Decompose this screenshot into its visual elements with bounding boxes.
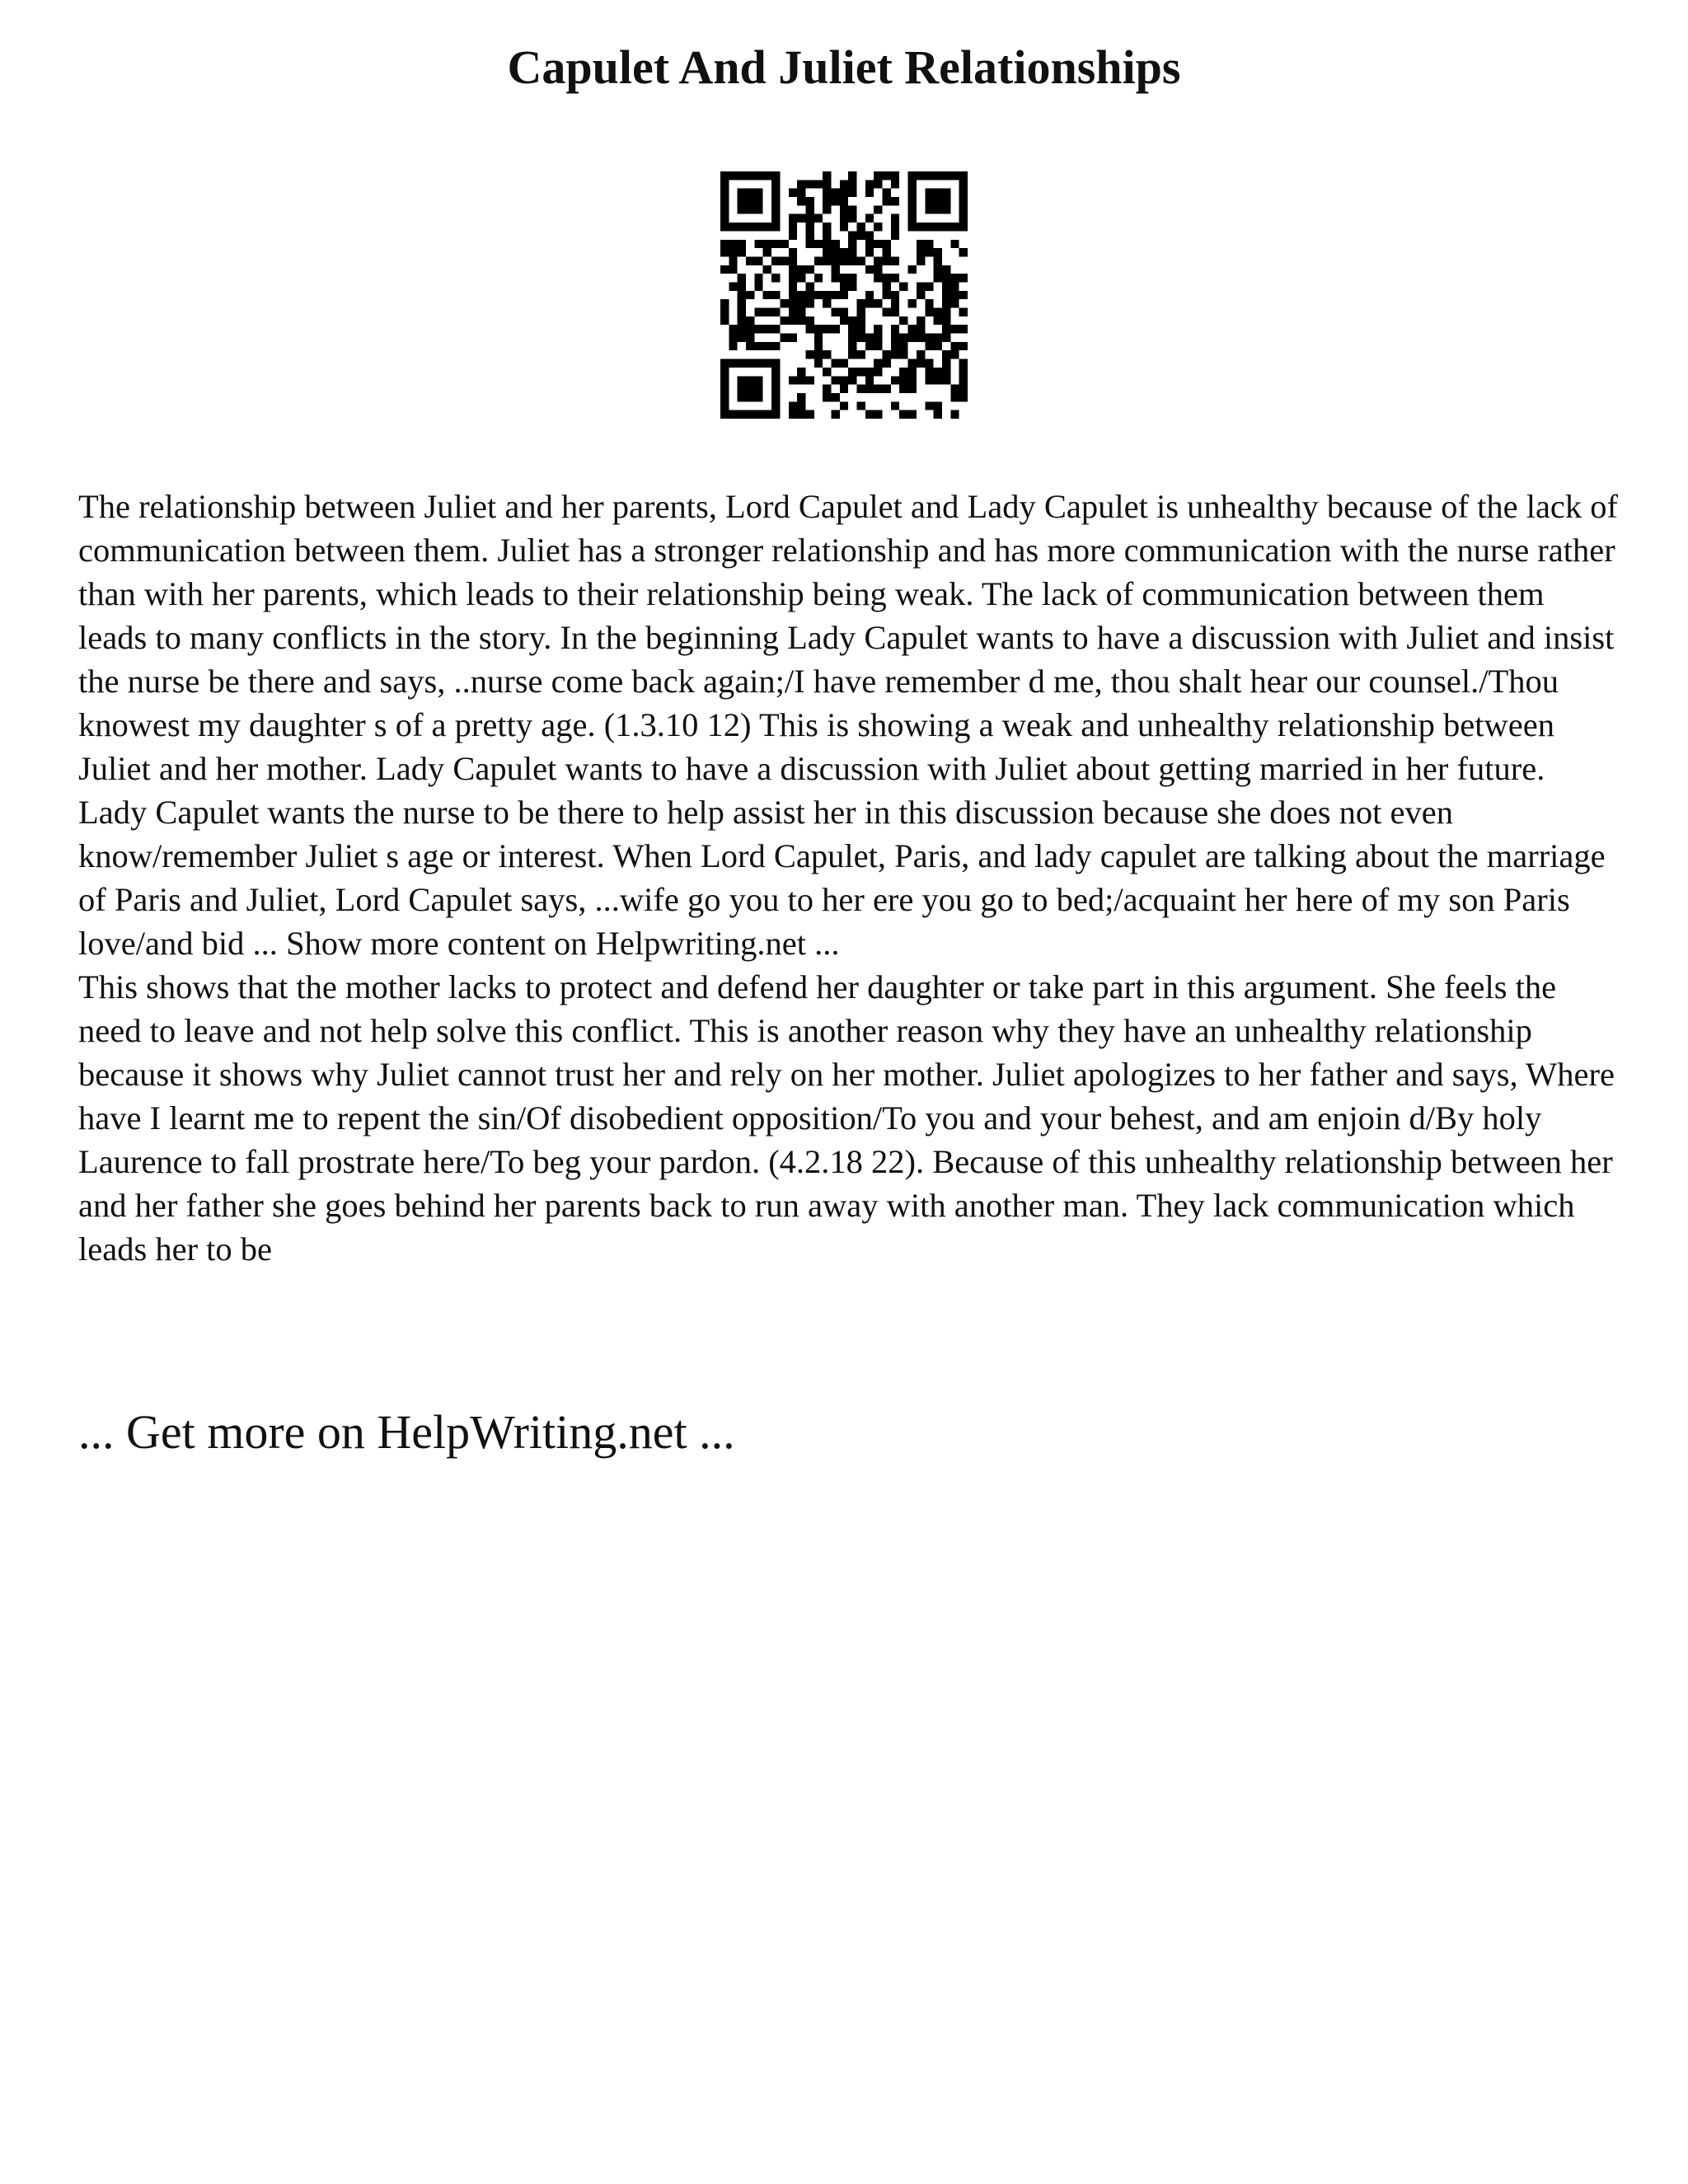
- get-more-link[interactable]: ... Get more on HelpWriting.net ...: [78, 1405, 735, 1459]
- paragraph-2: This shows that the mother lacks to protect and defend her daughter or take part in this argument. She feels the need to leave and not help solve this conflict. This is another reason why they have an unhealthy relationship because it shows why Juliet cannot trust her and rely on her mother. Juliet apologizes to her father and says, Where have I learnt me to repent the sin/Of disobedient opposition/To you and your behest, and am enjoin d/By holy Laurence to fall prostrate here/To beg your pardon. (4.2.18 22). Because of this unhealthy relationship between her and her father she goes behind her parents back to run away with another man. They lack communication which leads her to be: [78, 968, 1615, 1268]
- body-text: [78, 485, 1620, 1271]
- paragraph-1: The relationship between Juliet and her parents, Lord Capulet and Lady Capulet is unhealthy because of the lack of communication between them. Juliet has a stronger relationship and has more communication with the nurse rather than with her parents, which leads to their relationship being weak. The lack of communication between them leads to many conflicts in the story. In the beginning Lady Capulet wants to have a discussion with Juliet and insist the nurse be there and says, ..nurse come back again;/I have remember d me, thou shalt hear our counsel./Thou knowest my daughter s of a pretty age. (1.3.10 12) This is showing a weak and unhealthy relationship between Juliet and her mother. Lady Capulet wants to have a discussion with Juliet about getting married in her future. Lady Capulet wants the nurse to be there to help assist her in this discussion because she does not even know/remember Juliet s age or interest. When Lord Capulet, Paris, and lady capulet are talking about the marriage of Paris and Juliet, Lord Capulet says, ...wife go you to her ere you go to bed;/acquaint her here of my son Paris love/and bid ... Show more content on Helpwriting.net ...: [78, 488, 1619, 962]
- page-title: Capulet And Juliet Relationships: [507, 40, 1181, 94]
- qr-code-icon: [720, 171, 968, 419]
